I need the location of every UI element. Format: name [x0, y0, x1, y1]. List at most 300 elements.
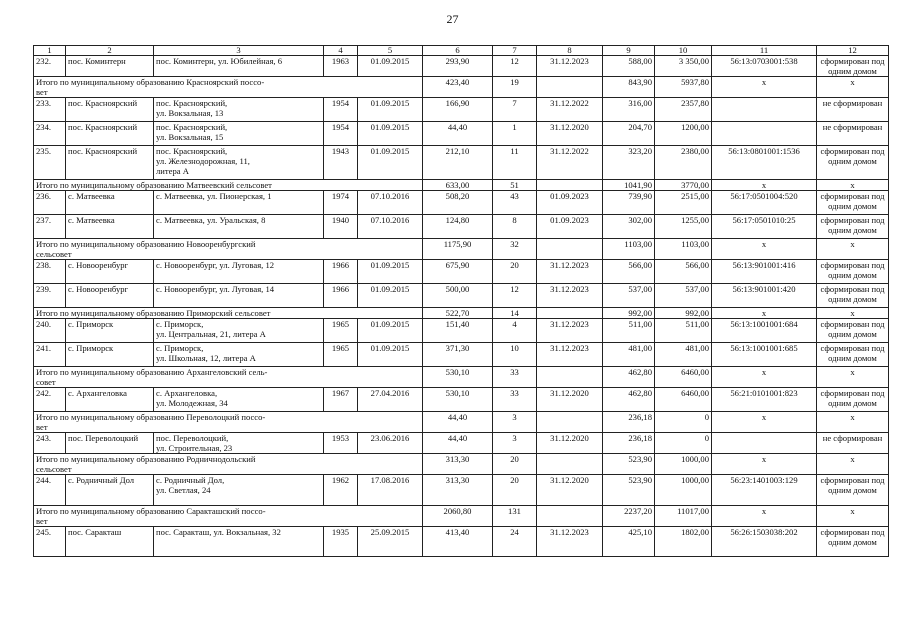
resettlement-deadline: 31.12.2022 — [537, 146, 603, 180]
table-row — [34, 122, 889, 146]
subtotal-area: 1175,90 — [423, 239, 493, 260]
house-address-line: пос. Красноярский, — [156, 122, 228, 132]
build-year: 1974 — [324, 191, 358, 215]
page-number: 27 — [446, 12, 459, 26]
cadastral-number: 56:13:1001001:684 — [712, 319, 817, 343]
settlement-name: с. Приморск — [66, 319, 154, 343]
residents-count: 8 — [493, 215, 537, 239]
build-year: 1963 — [324, 56, 358, 77]
recognition-date: 17.08.2016 — [358, 475, 423, 506]
subtotal-residents: 20 — [493, 454, 537, 475]
cost-per-m2: 236,18 — [603, 433, 655, 454]
subtotal-status-line: х — [850, 367, 855, 377]
recognition-date: 23.06.2016 — [358, 433, 423, 454]
subtotal-label-line: Итого по муниципальному образованию Новооренбургский — [36, 239, 256, 249]
residents-count: 24 — [493, 527, 537, 557]
subtotal-status — [817, 367, 889, 388]
subtotal-area: 313,30 — [423, 454, 493, 475]
resettlement-deadline: 31.12.2020 — [537, 433, 603, 454]
column-header: 1 — [34, 46, 66, 56]
row-number: 242. — [34, 388, 66, 412]
land-status — [817, 191, 889, 215]
land-status-line: не сформирован — [822, 433, 883, 443]
total-cost: 481,00 — [655, 343, 712, 367]
total-cost: 566,00 — [655, 260, 712, 284]
cadastral-number: 56:21:0101001:823 — [712, 388, 817, 412]
land-status-line: одним домом — [828, 156, 877, 166]
subtotal-residents: 3 — [493, 412, 537, 433]
cadastral-number: 56:13:0703001:538 — [712, 56, 817, 77]
house-address-line: пос. Коминтерн, ул. Юбилейная, 6 — [156, 56, 283, 66]
subtotal-label-line: вет — [36, 87, 48, 97]
house-address-line: ул. Железнодорожная, 11, — [156, 156, 250, 166]
recognition-date: 01.09.2015 — [358, 122, 423, 146]
table-row — [34, 433, 889, 454]
house-area: 293,90 — [423, 56, 493, 77]
build-year: 1943 — [324, 146, 358, 180]
cost-per-m2: 204,70 — [603, 122, 655, 146]
house-area: 212,10 — [423, 146, 493, 180]
land-status-line: сформирован под — [820, 475, 885, 485]
house-area: 44,40 — [423, 122, 493, 146]
land-status — [817, 98, 889, 122]
subtotal-label-line: вет — [36, 422, 48, 432]
house-address-line: ул. Светлая, 24 — [156, 485, 211, 495]
land-status — [817, 319, 889, 343]
land-status — [817, 343, 889, 367]
subtotal-cadastral: х — [712, 180, 817, 191]
subtotal-status — [817, 180, 889, 191]
residents-count: 43 — [493, 191, 537, 215]
subtotal-label — [34, 77, 423, 98]
subtotal-status-line: х — [850, 239, 855, 249]
subtotal-cadastral: х — [712, 412, 817, 433]
land-status-line: сформирован под — [820, 284, 885, 294]
settlement-name: пос. Красноярский — [66, 146, 154, 180]
subtotal-area: 423,40 — [423, 77, 493, 98]
subtotal-residents: 32 — [493, 239, 537, 260]
subtotal-status — [817, 308, 889, 319]
cadastral-number — [712, 433, 817, 454]
column-header: 6 — [423, 46, 493, 56]
house-address — [154, 343, 324, 367]
subtotal-status — [817, 412, 889, 433]
column-header: 9 — [603, 46, 655, 56]
land-status — [817, 388, 889, 412]
recognition-date: 01.09.2015 — [358, 319, 423, 343]
resettlement-deadline: 01.09.2023 — [537, 191, 603, 215]
house-address-line: с. Приморск, — [156, 343, 204, 353]
column-header: 2 — [66, 46, 154, 56]
house-area: 124,80 — [423, 215, 493, 239]
cadastral-number: 56:13:1001001:685 — [712, 343, 817, 367]
resettlement-deadline: 31.12.2023 — [537, 343, 603, 367]
subtotal-deadline — [537, 454, 603, 475]
subtotal-residents: 19 — [493, 77, 537, 98]
subtotal-cadastral: х — [712, 506, 817, 527]
build-year: 1954 — [324, 98, 358, 122]
resettlement-deadline: 31.12.2023 — [537, 527, 603, 557]
land-status-line: сформирован под — [820, 56, 885, 66]
land-status-line: одним домом — [828, 225, 877, 235]
subtotal-residents: 131 — [493, 506, 537, 527]
recognition-date: 01.09.2015 — [358, 146, 423, 180]
cost-per-m2: 523,90 — [603, 475, 655, 506]
settlement-name: с. Приморск — [66, 343, 154, 367]
table-row — [34, 319, 889, 343]
house-area: 44,40 — [423, 433, 493, 454]
subtotal-cadastral: х — [712, 454, 817, 475]
subtotal-total: 11017,00 — [655, 506, 712, 527]
house-address-line: пос. Красноярский, — [156, 98, 228, 108]
column-header: 10 — [655, 46, 712, 56]
subtotal-status-line: х — [850, 412, 855, 422]
subtotal-status — [817, 77, 889, 98]
land-status — [817, 284, 889, 308]
subtotal-row — [34, 308, 889, 319]
resettlement-deadline: 31.12.2023 — [537, 284, 603, 308]
residents-count: 7 — [493, 98, 537, 122]
settlement-name: с. Родничный Дол — [66, 475, 154, 506]
subtotal-cost-per-m2: 523,90 — [603, 454, 655, 475]
house-address — [154, 98, 324, 122]
subtotal-deadline — [537, 308, 603, 319]
house-address — [154, 191, 324, 215]
subtotal-deadline — [537, 239, 603, 260]
land-status-line: не сформирован — [822, 122, 883, 132]
house-address-line: с. Матвеевка, ул. Пионерская, 1 — [156, 191, 272, 201]
cadastral-number: 56:17:0501010:25 — [712, 215, 817, 239]
land-status-line: одним домом — [828, 329, 877, 339]
subtotal-row — [34, 77, 889, 98]
subtotal-residents: 51 — [493, 180, 537, 191]
land-status-line: сформирован под — [820, 319, 885, 329]
total-cost: 537,00 — [655, 284, 712, 308]
land-status-line: одним домом — [828, 201, 877, 211]
subtotal-cadastral: х — [712, 239, 817, 260]
row-number: 237. — [34, 215, 66, 239]
total-cost: 1255,00 — [655, 215, 712, 239]
land-status-line: одним домом — [828, 485, 877, 495]
recognition-date: 01.09.2015 — [358, 56, 423, 77]
house-address — [154, 433, 324, 454]
residents-count: 1 — [493, 122, 537, 146]
subtotal-label-line: Итого по муниципальному образованию Саракташский поссо- — [36, 506, 266, 516]
land-status-line: одним домом — [828, 270, 877, 280]
land-status-line: не сформирован — [822, 98, 883, 108]
total-cost: 3 350,00 — [655, 56, 712, 77]
column-header: 7 — [493, 46, 537, 56]
cost-per-m2: 316,00 — [603, 98, 655, 122]
subtotal-row — [34, 412, 889, 433]
cost-per-m2: 511,00 — [603, 319, 655, 343]
row-number: 232. — [34, 56, 66, 77]
column-header: 3 — [154, 46, 324, 56]
subtotal-area: 522,70 — [423, 308, 493, 319]
resettlement-deadline: 31.12.2022 — [537, 98, 603, 122]
subtotal-status — [817, 239, 889, 260]
land-status-line: сформирован под — [820, 260, 885, 270]
cost-per-m2: 302,00 — [603, 215, 655, 239]
column-header: 4 — [324, 46, 358, 56]
house-address-line: с. Приморск, — [156, 319, 204, 329]
subtotal-total: 3770,00 — [655, 180, 712, 191]
land-status-line: одним домом — [828, 537, 877, 547]
row-number: 234. — [34, 122, 66, 146]
subtotal-area: 2060,80 — [423, 506, 493, 527]
total-cost: 511,00 — [655, 319, 712, 343]
house-area: 500,00 — [423, 284, 493, 308]
settlement-name: с. Новооренбург — [66, 284, 154, 308]
subtotal-residents: 33 — [493, 367, 537, 388]
row-number: 236. — [34, 191, 66, 215]
land-status-line: одним домом — [828, 66, 877, 76]
subtotal-row — [34, 506, 889, 527]
house-address-line: ул. Вокзальная, 13 — [156, 108, 224, 118]
total-cost: 1000,00 — [655, 475, 712, 506]
table-row — [34, 98, 889, 122]
subtotal-label — [34, 239, 423, 260]
column-header: 8 — [537, 46, 603, 56]
house-address-line: пос. Саракташ, ул. Вокзальная, 32 — [156, 527, 281, 537]
recognition-date: 07.10.2016 — [358, 215, 423, 239]
house-area: 675,90 — [423, 260, 493, 284]
subtotal-row — [34, 367, 889, 388]
land-status-line: сформирован под — [820, 388, 885, 398]
house-address — [154, 56, 324, 77]
table-row — [34, 343, 889, 367]
cost-per-m2: 739,90 — [603, 191, 655, 215]
build-year: 1966 — [324, 284, 358, 308]
cadastral-number: 56:17:0501004:520 — [712, 191, 817, 215]
cadastral-number — [712, 98, 817, 122]
subtotal-cost-per-m2: 1041,90 — [603, 180, 655, 191]
house-address-line: ул. Школьная, 12, литера А — [156, 353, 256, 363]
cost-per-m2: 588,00 — [603, 56, 655, 77]
land-status-line: сформирован под — [820, 215, 885, 225]
subtotal-status-line: х — [850, 308, 855, 318]
cost-per-m2: 425,10 — [603, 527, 655, 557]
land-status-line: сформирован под — [820, 191, 885, 201]
subtotal-cadastral: х — [712, 367, 817, 388]
build-year: 1965 — [324, 343, 358, 367]
cost-per-m2: 566,00 — [603, 260, 655, 284]
subtotal-total: 6460,00 — [655, 367, 712, 388]
subtotal-cost-per-m2: 2237,20 — [603, 506, 655, 527]
subtotal-label-line: совет — [36, 377, 56, 387]
subtotal-label — [34, 308, 423, 319]
land-status — [817, 56, 889, 77]
subtotal-total: 5937,80 — [655, 77, 712, 98]
residents-count: 3 — [493, 433, 537, 454]
land-status — [817, 475, 889, 506]
subtotal-cost-per-m2: 843,90 — [603, 77, 655, 98]
total-cost: 1200,00 — [655, 122, 712, 146]
table-row — [34, 56, 889, 77]
house-address-line: с. Матвеевка, ул. Уральская, 8 — [156, 215, 266, 225]
settlement-name: с. Матвеевка — [66, 215, 154, 239]
land-status — [817, 215, 889, 239]
house-address — [154, 388, 324, 412]
house-address-line: ул. Строительная, 23 — [156, 443, 233, 453]
row-number: 233. — [34, 98, 66, 122]
residents-count: 20 — [493, 475, 537, 506]
subtotal-label-line: Итого по муниципальному образованию Архангеловский сель- — [36, 367, 268, 377]
subtotal-area: 633,00 — [423, 180, 493, 191]
subtotal-total: 1103,00 — [655, 239, 712, 260]
house-address — [154, 527, 324, 557]
house-address-line: с. Архангеловка, — [156, 388, 218, 398]
subtotal-cadastral: х — [712, 308, 817, 319]
house-address-line: литера А — [156, 166, 189, 176]
residents-count: 12 — [493, 56, 537, 77]
build-year: 1967 — [324, 388, 358, 412]
residents-count: 10 — [493, 343, 537, 367]
subtotal-label-line: Итого по муниципальному образованию Переволоцкий поссо- — [36, 412, 266, 422]
subtotal-row — [34, 239, 889, 260]
recognition-date: 01.09.2015 — [358, 343, 423, 367]
table-row — [34, 260, 889, 284]
house-address — [154, 146, 324, 180]
subtotal-deadline — [537, 367, 603, 388]
build-year: 1940 — [324, 215, 358, 239]
subtotal-label-line: Итого по муниципальному образованию Родничнодольский — [36, 454, 256, 464]
house-address-line: с. Новооренбург, ул. Луговая, 12 — [156, 260, 275, 270]
resettlement-deadline: 31.12.2020 — [537, 388, 603, 412]
row-number: 241. — [34, 343, 66, 367]
subtotal-label-line: сельсовет — [36, 249, 72, 259]
cost-per-m2: 462,80 — [603, 388, 655, 412]
residents-count: 4 — [493, 319, 537, 343]
total-cost: 2515,00 — [655, 191, 712, 215]
land-status — [817, 260, 889, 284]
house-address-line: ул. Молодежная, 34 — [156, 398, 228, 408]
subtotal-status-line: х — [850, 506, 855, 516]
subtotal-deadline — [537, 77, 603, 98]
total-cost: 2380,00 — [655, 146, 712, 180]
house-address-line: с. Родничный Дол, — [156, 475, 225, 485]
house-area: 530,10 — [423, 388, 493, 412]
settlement-name: пос. Переволоцкий — [66, 433, 154, 454]
residents-count: 11 — [493, 146, 537, 180]
subtotal-label — [34, 454, 423, 475]
total-cost: 6460,00 — [655, 388, 712, 412]
row-number: 243. — [34, 433, 66, 454]
subtotal-label-line: Итого по муниципальному образованию Красноярский поссо- — [36, 77, 265, 87]
house-area: 413,40 — [423, 527, 493, 557]
house-address-line: ул. Вокзальная, 15 — [156, 132, 224, 142]
subtotal-total: 992,00 — [655, 308, 712, 319]
subtotal-status — [817, 454, 889, 475]
subtotal-label — [34, 367, 423, 388]
subtotal-cost-per-m2: 992,00 — [603, 308, 655, 319]
table-row — [34, 215, 889, 239]
subtotal-status-line: х — [850, 454, 855, 464]
row-number: 235. — [34, 146, 66, 180]
resettlement-deadline: 31.12.2023 — [537, 319, 603, 343]
table-row — [34, 146, 889, 180]
recognition-date: 01.09.2015 — [358, 98, 423, 122]
settlement-name: с. Новооренбург — [66, 260, 154, 284]
subtotal-total: 0 — [655, 412, 712, 433]
subtotal-status-line: х — [850, 180, 855, 190]
cadastral-number: 56:13:901001:416 — [712, 260, 817, 284]
land-status-line: одним домом — [828, 294, 877, 304]
cost-per-m2: 323,20 — [603, 146, 655, 180]
resettlement-deadline: 31.12.2023 — [537, 260, 603, 284]
resettlement-deadline: 01.09.2023 — [537, 215, 603, 239]
house-address — [154, 475, 324, 506]
settlement-name: с. Матвеевка — [66, 191, 154, 215]
recognition-date: 01.09.2015 — [358, 284, 423, 308]
subtotal-label — [34, 412, 423, 433]
cost-per-m2: 537,00 — [603, 284, 655, 308]
cadastral-number — [712, 122, 817, 146]
house-address — [154, 319, 324, 343]
house-area: 151,40 — [423, 319, 493, 343]
cadastral-number: 56:26:1503038:202 — [712, 527, 817, 557]
resettlement-deadline: 31.12.2023 — [537, 56, 603, 77]
subtotal-label-line: сельсовет — [36, 464, 72, 474]
build-year: 1962 — [324, 475, 358, 506]
settlement-name: пос. Коминтерн — [66, 56, 154, 77]
subtotal-deadline — [537, 412, 603, 433]
settlement-name: пос. Саракташ — [66, 527, 154, 557]
build-year: 1953 — [324, 433, 358, 454]
cadastral-number: 56:23:1401003:129 — [712, 475, 817, 506]
table-row — [34, 475, 889, 506]
cadastral-number: 56:13:901001:420 — [712, 284, 817, 308]
subtotal-label — [34, 180, 423, 191]
subtotal-residents: 14 — [493, 308, 537, 319]
subtotal-cadastral: х — [712, 77, 817, 98]
build-year: 1965 — [324, 319, 358, 343]
land-status-line: сформирован под — [820, 527, 885, 537]
row-number: 244. — [34, 475, 66, 506]
build-year: 1954 — [324, 122, 358, 146]
recognition-date: 01.09.2015 — [358, 260, 423, 284]
house-address — [154, 284, 324, 308]
subtotal-area: 530,10 — [423, 367, 493, 388]
build-year: 1966 — [324, 260, 358, 284]
subtotal-status — [817, 506, 889, 527]
column-header: 12 — [817, 46, 889, 56]
settlement-name: пос. Красноярский — [66, 122, 154, 146]
column-header: 11 — [712, 46, 817, 56]
house-address — [154, 122, 324, 146]
land-status — [817, 146, 889, 180]
subtotal-label-line: Итого по муниципальному образованию Приморский сельсовет — [36, 308, 271, 318]
row-number: 245. — [34, 527, 66, 557]
subtotal-row — [34, 454, 889, 475]
table-row — [34, 284, 889, 308]
settlement-name: пос. Красноярский — [66, 98, 154, 122]
subtotal-cost-per-m2: 462,80 — [603, 367, 655, 388]
table-row — [34, 191, 889, 215]
subtotal-deadline — [537, 506, 603, 527]
cost-per-m2: 481,00 — [603, 343, 655, 367]
house-area: 313,30 — [423, 475, 493, 506]
row-number: 240. — [34, 319, 66, 343]
land-status-line: сформирован под — [820, 343, 885, 353]
recognition-date: 07.10.2016 — [358, 191, 423, 215]
subtotal-label — [34, 506, 423, 527]
land-status — [817, 122, 889, 146]
table-row — [34, 527, 889, 557]
house-area: 371,30 — [423, 343, 493, 367]
table-row — [34, 388, 889, 412]
land-status-line: одним домом — [828, 398, 877, 408]
